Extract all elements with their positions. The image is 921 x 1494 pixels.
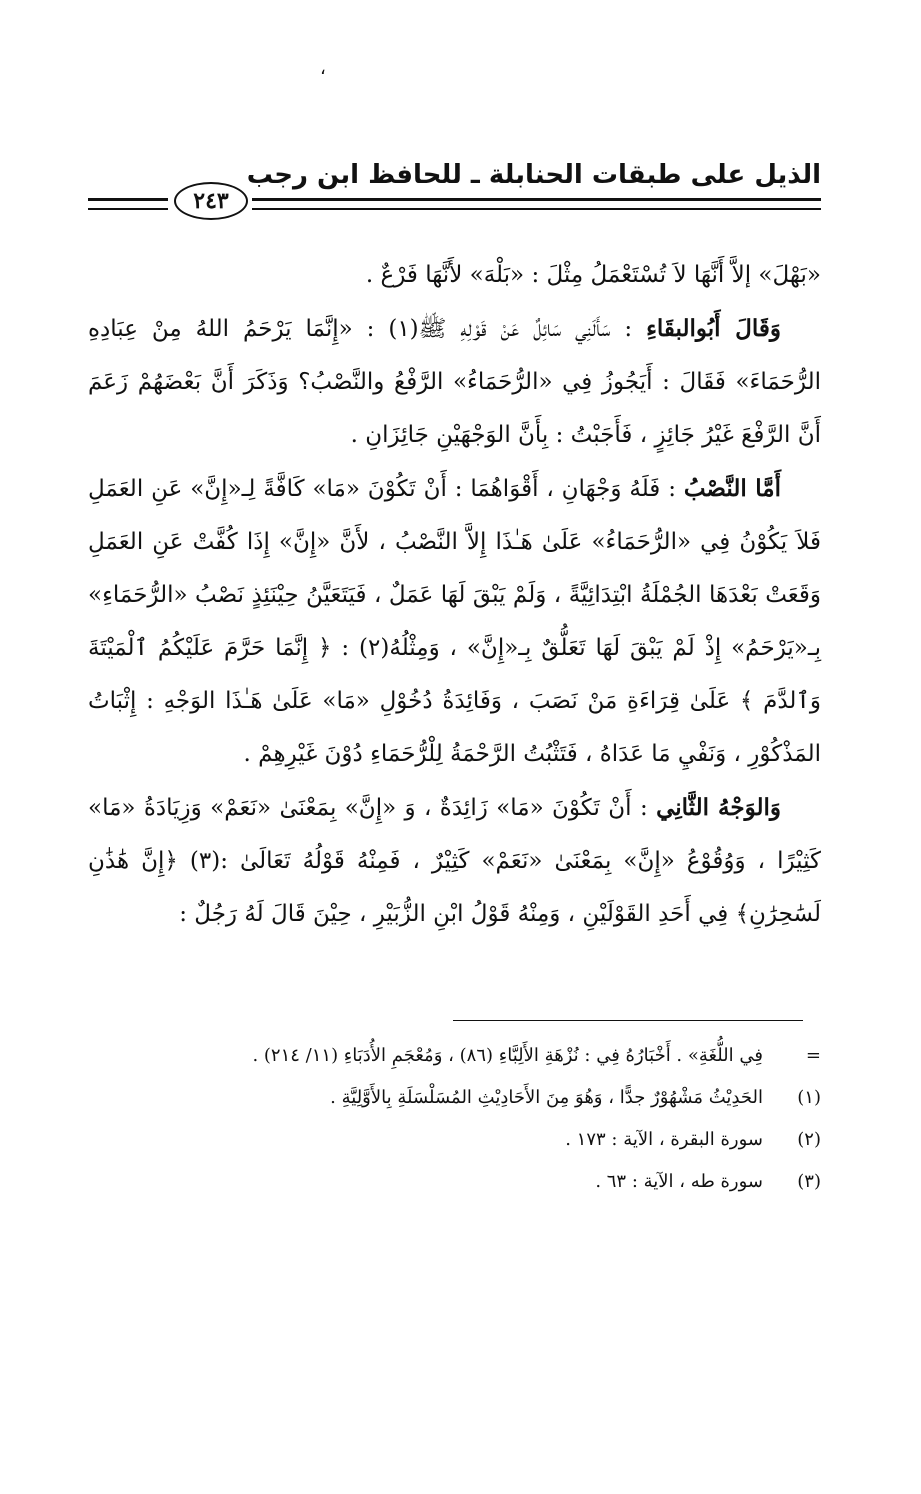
footnote-text: سورة طه ، الآية : ٦٣ . xyxy=(595,1171,763,1192)
footnote-number: (٢) xyxy=(797,1129,821,1150)
footnote-separator xyxy=(453,1020,803,1021)
paragraph-text: : أَنْ تَكُوْنَ «مَا» زَائِدَةٌ ، وَ «إِنَّ» بِمَعْنَىٰ «نَعَمْ» وَزِيَادَةُ «مَا» كَثِيْرًا ، وَوُقُوْعُ «إِنَّ» بِمَعْنَىٰ «نَعَمْ» كَثِيْرٌ ، فَمِنْهُ قَوْلُهُ تَعَالَىٰ :(٣) ﴿إِنَّ هَٰذَٰنِ لَسَٰحِرَٰنِ﴾ فِي أَحَدِ القَوْلَيْنِ ، وَمِنْهُ قَوْلُ ابْنِ الزُّبَيْرِ ، حِيْنَ قَالَ لَهُ رَجُلٌ : xyxy=(88,795,821,927)
paragraph-text: : فَلَهُ وَجْهَانِ ، أَقْوَاهُمَا : أَنْ تَكُوْنَ «مَا» كَافَّةً لِـ«إِنَّ» عَنِ العَمَلِ فَلاَ يَكُوْنُ فِي «الرُّحَمَاءُ» عَلَىٰ هَـٰذَا إِلاَّ النَّصْبُ ، لأَنَّ «إِنَّ» إِذَا كُفَّتْ عَنِ العَمَلِ وَقَعَتْ بَعْدَهَا الجُمْلَةُ ابْتِدَائِيَّةً ، وَلَمْ يَبْقَ لَهَا عَمَلٌ ، فَيَتَعَيَّنُ حِيْنَئِذٍ نَصْبُ «الرُّحَمَاءِ» بِـ«يَرْحَمُ» إِذْ لَمْ يَبْقَ لَهَا تَعَلُّقٌ بِـ«إِنَّ» ، وَمِثْلُهُ(٢) : ﴿ إِنَّمَا حَرَّمَ عَلَيْكُمُ ٱلْمَيْتَةَ وَٱلدَّمَ ﴾ عَلَىٰ قِرَاءَةِ مَنْ نَصَبَ ، وَفَائِدَةُ دُخُوْلِ «مَا» عَلَىٰ هَـٰذَا الوَجْهِ : إِثْبَاتُ المَذْكُوْرِ ، وَنَفْيِ مَا عَدَاهُ ، فَتَثْبُتُ الرَّحْمَةُ لِلْرُّحَمَاءِ دُوْنَ غَيْرِهِمْ . xyxy=(88,476,822,767)
footnote-3 xyxy=(130,1161,821,1203)
paragraph-3 xyxy=(88,462,821,781)
paragraph-text: «بَهْلَ» إلاَّ أَنَّهَا لاَ تُسْتَعْمَلُ مِثْلَ : «بَلْهَ» لأَنَّهَا فَرْعٌ . xyxy=(365,262,821,288)
paragraph-text: : سَأَلَنِي سَائِلٌ عَنْ قَوْلِهِ ﷺ(١) : «إِنَّمَا يَرْحَمُ اللهُ مِنْ عِبَادِهِ الرُّحَمَاءَ» فَقَالَ : أَيَجُوزُ فِي «الرُّحَمَاءُ» الرَّفْعُ والنَّصْبُ؟ وَذَكَرَ أَنَّ بَعْضَهُمْ زَعَمَ أَنَّ الرَّفْعَ غَيْرُ جَائِزٍ ، فَأَجَبْتُ : بِأَنَّ الوَجْهَيْنِ جَائِزَانِ . xyxy=(88,316,821,448)
footnote-text: الحَدِيْثُ مَشْهُوْرٌ جدًّا ، وَهُوَ مِنَ الأَحَادِيْثِ المُسَلْسَلَةِ بِالأَوَّلِيَّةِ . xyxy=(330,1087,763,1108)
main-text xyxy=(88,248,821,941)
footnotes xyxy=(130,1035,821,1203)
paragraph-4 xyxy=(88,781,821,941)
paragraph-2 xyxy=(88,302,821,462)
paragraph-1 xyxy=(88,248,821,302)
footnote-number: (١) xyxy=(797,1087,821,1108)
page-mark: ، xyxy=(320,58,326,79)
footnote-2 xyxy=(130,1119,821,1161)
page-number: ٢٤٣ xyxy=(174,182,248,220)
footnote-text: فِي اللُّغَةِ» . أَخْبَارُهُ فِي : نُزْهَةِ الأَلِبَّاءِ (٨٦) ، وَمُعْجَمِ الأُدَبَاءِ (١١/ ٢١٤) . xyxy=(252,1045,763,1066)
footnote-text: سورة البقرة ، الآية : ١٧٣ . xyxy=(565,1129,763,1150)
footnote-1 xyxy=(130,1077,821,1119)
page-header xyxy=(88,160,821,224)
header-rule-left xyxy=(88,198,168,210)
footnote-number: (٣) xyxy=(797,1171,821,1192)
running-title: الذيل على طبقات الحنابلة ـ للحافظ ابن رجب xyxy=(246,160,821,190)
footnote-number: = xyxy=(805,1045,821,1066)
paragraph-lead: أَمَّا النَّصْبُ xyxy=(683,475,782,502)
paragraph-lead: وَالوَجْهُ الثَّانِي xyxy=(656,794,781,821)
footnote-continuation xyxy=(130,1035,821,1077)
paragraph-lead: وَقَالَ أَبُوالبقَاءِ xyxy=(646,315,781,342)
header-rule-right xyxy=(252,198,821,210)
